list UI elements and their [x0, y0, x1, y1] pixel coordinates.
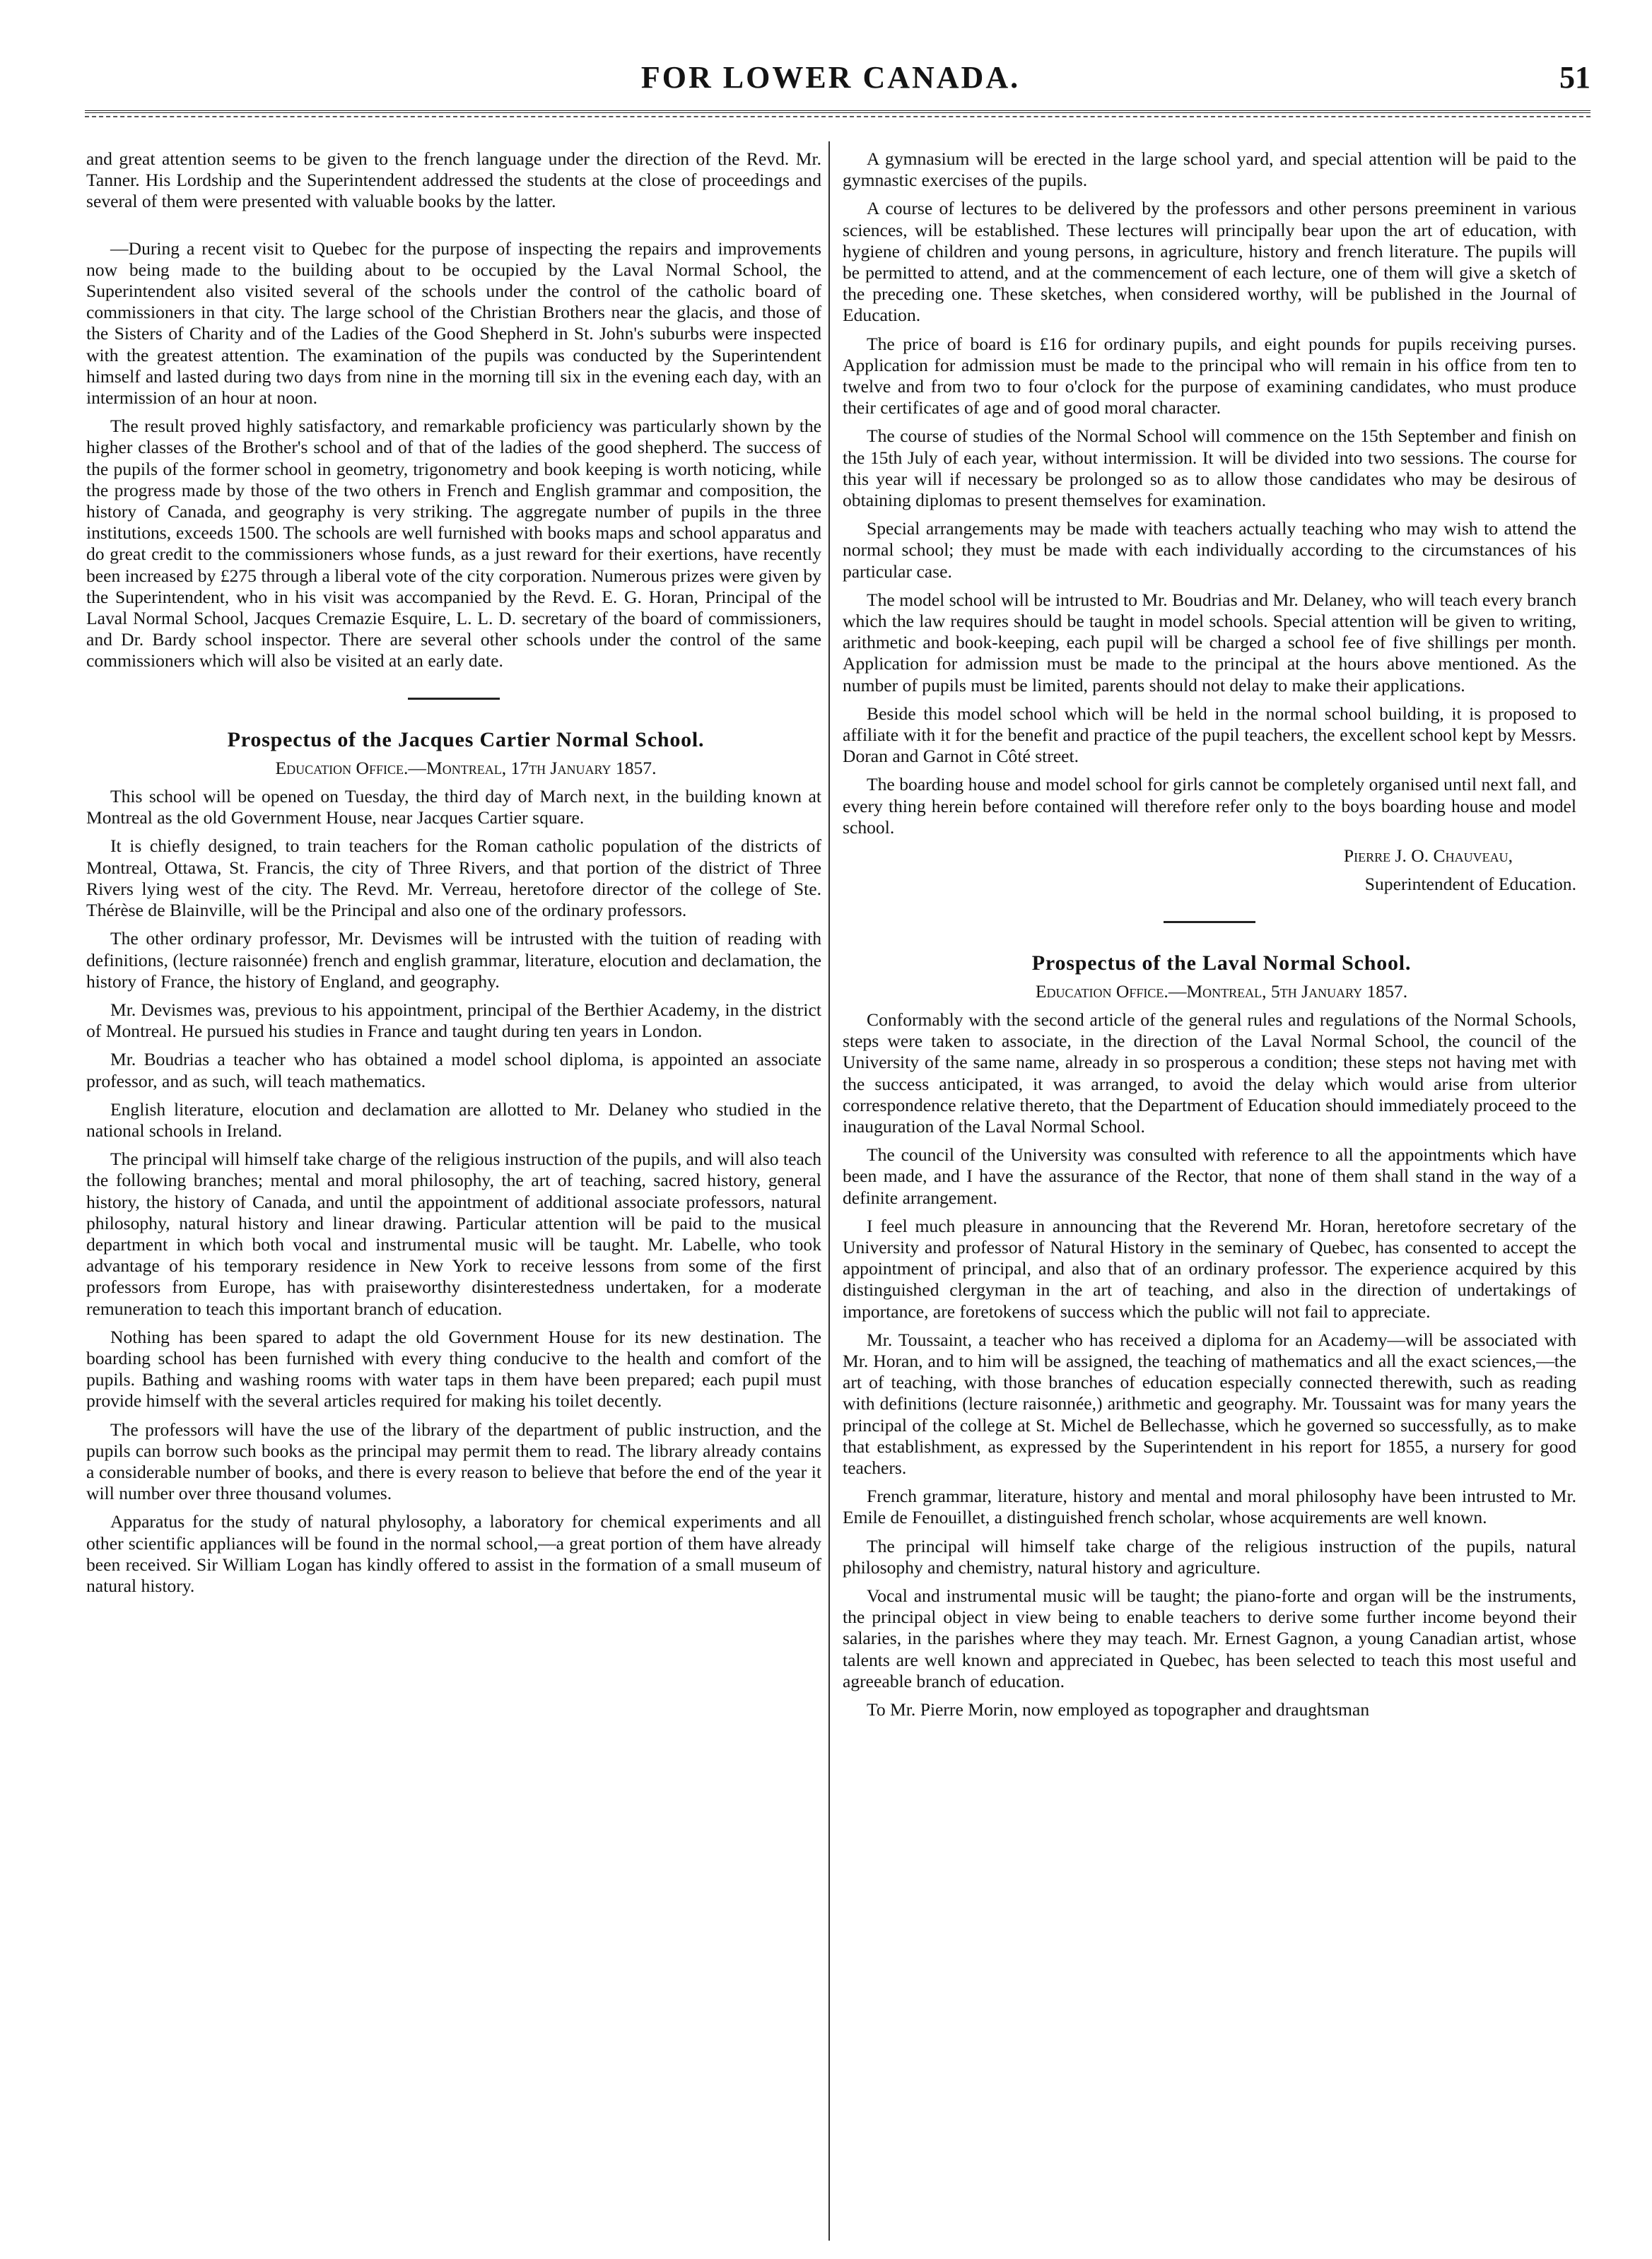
paragraph: This school will be opened on Tuesday, the third day of March next, in the building known at Montreal as the old Government House, near Jacques Cartier square. [86, 786, 821, 828]
signature-title: Superintendent of Education. [1364, 874, 1576, 895]
paragraph: Mr. Devismes was, previous to his appointment, principal of the Berthier Academy, in the district of Montreal. He pursued his studies in France and taught during ten years in London. [86, 999, 821, 1042]
paragraph: The price of board is £16 for ordinary pupils, and eight pounds for pupils receiving purses. Application for admission must be made to the principal who will remain in his office from ten to twelve and from two to four o'clock for the purpose of examining candidates, who must produce their certificates of age and of good moral character. [843, 333, 1576, 418]
section-title: Prospectus of the Laval Normal School. [1031, 951, 1412, 975]
paragraph: French grammar, literature, history and mental and moral philosophy have been intrusted to Mr. Emile de Fenouillet, a distinguished french scholar, whose acquirements are well known. [843, 1486, 1576, 1528]
paragraph: —During a recent visit to Quebec for the purpose of inspecting the repairs and improvements now being made to the building about to be occupied by the Laval Normal School, the Superintendent also visited several of the schools under the control of the catholic board of commissioners in that city. The large school of the Christian Brothers near the glacis, and those of the Sisters of Charity and of the Ladies of the Good Shepherd in St. John's suburbs were inspected with the greatest attention. The examination of the pupils was conducted by the Superintendent himself and lasted during two days from nine in the morning till six in the evening each day, with an intermission of an hour at noon. [86, 237, 821, 409]
paragraph: The professors will have the use of the library of the department of public instruction, and the pupils can borrow such books as the principal may permit them to read. The library already contains a considerable number of books, and there is every reason to believe that before the end of the year it will number over three thousand volumes. [86, 1419, 821, 1504]
dateline: Education Office.—Montreal, 5th January 1857. [1035, 980, 1408, 1002]
section-rule [408, 698, 500, 700]
signature-line [843, 845, 1576, 867]
paragraph: Apparatus for the study of natural phylosophy, a laboratory for chemical experiments and all other scientific appliances will be found in the normal school,—a great portion of them have already been received. Sir William Logan has kindly offered to assist in the formation of a small museum of natural history. [86, 1511, 821, 1596]
paragraph: A gymnasium will be erected in the large school yard, and special attention will be paid to the gymnastic exercises of the pupils. [843, 148, 1576, 191]
paragraph: To Mr. Pierre Morin, now employed as topographer and draughtsman [867, 1699, 1370, 1720]
column-divider [828, 141, 830, 2241]
paragraph: The result proved highly satisfactory, and remarkable proficiency was particularly shown by the higher classes of the Brother's school and of that of the ladies of the good shepherd. The success of the pupils of the former school in geometry, trigonometry and book keeping is worth noticing, while the progress made by those of the two others in French and English grammar and composition, the history of Canada, and geography is very striking. The aggregate number of pupils in the three institutions, exceeds 1500. The schools are well furnished with books maps and school apparatus and do great credit to the commissioners whose funds, as a just reward for their exertions, have recently been increased by £275 through a liberal vote of the city corporation. Numerous prizes were given by the Superintendent, who in his visit was accompanied by the Revd. E. G. Horan, Principal of the Laval Normal School, Jacques Cremazie Esquire, L. L. D. secretary of the board of commissioners, and Dr. Bardy school inspector. There are several other schools under the control of the same commissioners which will also be visited at an early date. [86, 416, 821, 671]
paragraph: Mr. Boudrias a teacher who has obtained a model school diploma, is appointed an associate professor, and as such, will teach mathematics. [86, 1049, 821, 1091]
paragraph: I feel much pleasure in announcing that the Reverend Mr. Horan, heretofore secretary of the University and professor of Natural History in the seminary of Quebec, has consented to accept the appointment of principal, and also that of an ordinary professor. The experience acquired by this distinguished clergyman in the art of teaching, and also in the direction of undertakings of importance, are foretokens of success which the public will not fail to appreciate. [843, 1215, 1576, 1322]
paragraph: The council of the University was consulted with reference to all the appointments which have been made, and I have the assurance of the Rector, that none of them shall stand in the way of a definite arrangement. [843, 1144, 1576, 1208]
right-column [843, 148, 1576, 2217]
paragraph: The model school will be intrusted to Mr. Boudrias and Mr. Delaney, who will teach every branch which the law requires should be taught in model schools. Special attention will be given to writing, arithmetic and book-keeping, each pupil will be charged a school fee of five shillings per month. Application for admission must be made to the principal at the hours above mentioned. As the number of pupils must be limited, parents should not delay to make their applications. [843, 589, 1576, 696]
paragraph: Special arrangements may be made with teachers actually teaching who may wish to attend the normal school; they must be made with each individually according to the circumstances of his particular case. [843, 518, 1576, 582]
paragraph: The principal will himself take charge of the religious instruction of the pupils, natural philosophy and chemistry, natural history and agriculture. [843, 1535, 1576, 1578]
left-column [86, 148, 821, 2217]
section-title: Prospectus of the Jacques Cartier Normal School. [227, 727, 705, 751]
spacer [86, 220, 821, 238]
paragraph: and great attention seems to be given to the french language under the direction of the Revd. Mr. Tanner. His Lordship and the Superintendent addressed the students at the close of proceedings and several of them were presented with valuable books by the latter. [86, 148, 821, 212]
paragraph: A course of lectures to be delivered by the professors and other persons preeminent in various sciences, will be established. These lectures will principally bear upon the art of education, with hygiene of children and young persons, in agriculture, history and french literature. The pupils will be permitted to attend, and at the commencement of each lecture, one of them will give a sketch of the preceding one. These sketches, when considered worthy, will be published in the Journal of Education. [843, 198, 1576, 326]
paragraph: The boarding house and model school for girls cannot be completely organised until next fall, and every thing herein before contained will therefore refer only to the boys boarding house and model school. [843, 774, 1576, 838]
paragraph: Beside this model school which will be held in the normal school building, it is proposed to affiliate with it for the benefit and practice of the pupil teachers, the excellent school kept by Messrs. Doran and Garnot in Côté street. [843, 703, 1576, 767]
paragraph: English literature, elocution and declamation are allotted to Mr. Delaney who studied in the national schools in Ireland. [86, 1098, 821, 1141]
page-header [71, 31, 1591, 109]
paragraph: It is chiefly designed, to train teachers for the Roman catholic population of the districts of Montreal, Ottawa, St. Francis, the city of Three Rivers, and that portion of the district of Three Rivers lying west of the city. The Revd. Mr. Verreau, heretofore director of the college of Ste. Thérèse de Blainville, will be the Principal and also one of the ordinary professors. [86, 835, 821, 921]
paragraph: The course of studies of the Normal School will commence on the 15th September and finish on the 15th July of each year, without intermission. It will be divided into two sessions. The course for this year will if necessary be prolonged so as to allow those candidates who may be desirous of obtaining diplomas to present themselves for examination. [843, 426, 1576, 511]
signature-name: Pierre J. O. Chauveau, [1343, 845, 1513, 867]
section-rule [1164, 921, 1255, 923]
header-rule [85, 110, 1591, 117]
page-number: 51 [1559, 60, 1591, 95]
running-title: FOR LOWER CANADA. [640, 60, 1021, 95]
dateline: Education Office.—Montreal, 17th January 1857. [275, 757, 657, 778]
paragraph: The principal will himself take charge of the religious instruction of the pupils, and will also teach the following branches; mental and moral philosophy, the art of teaching, sacred history, general history, the history of Canada, and until the appointment of additional associate professors, natural philosophy, natural history and linear drawing. Particular attention will be paid to the musical department in which both vocal and instrumental music will be taught. Mr. Labelle, who took advantage of his temporary residence in New York to receive lessons from some of the first professors from Europe, has with praiseworthy disinterestedness undertaken, for a moderate remuneration to teach this important branch of education. [86, 1149, 821, 1319]
paragraph: Vocal and instrumental music will be taught; the piano-forte and organ will be the instruments, the principal object in view being to enable teachers to derive some further income beyond their salaries, in the parishes where they may teach. Mr. Ernest Gagnon, a young Canadian artist, whose talents are well known and appreciated in Quebec, has been selected to teach this most useful and agreeable branch of education. [843, 1585, 1576, 1691]
paragraph: The other ordinary professor, Mr. Devismes will be intrusted with the tuition of reading with definitions, (lecture raisonnée) french and english grammar, literature, elocution and declamation, the history of France, the history of England, and geography. [86, 928, 821, 992]
paragraph: Nothing has been spared to adapt the old Government House for its new destination. The boarding school has been furnished with every thing conducive to the health and comfort of the pupils. Bathing and washing rooms with water taps in them have been prepared; each pupil must provide himself with the several articles required for making his toilet decently. [86, 1326, 821, 1412]
paragraph: Conformably with the second article of the general rules and regulations of the Normal Schools, steps were taken to associate, in the direction of the Laval Normal School, the council of the University of the same name, already in so prosperous a condition; these steps not having met with the success anticipated, it was arranged, to avoid the delay which would arise from ulterior correspondence relative thereto, that the Department of Education should immediately proceed to the inauguration of the Laval Normal School. [843, 1009, 1576, 1137]
paragraph: Mr. Toussaint, a teacher who has received a diploma for an Academy—will be associated with Mr. Horan, and to him will be assigned, the teaching of mathematics and all the exact sciences,—the art of teaching, with those branches of education especially connected therewith, such as reading with definitions (lecture raisonnée,) arithmetic and geography. Mr. Toussaint was for many years the principal of the college at St. Michel de Bellechasse, which he governed so successfully, as to make that establishment, as expressed by the Superintendent in his report for 1855, a nursery for good teachers. [843, 1329, 1576, 1478]
